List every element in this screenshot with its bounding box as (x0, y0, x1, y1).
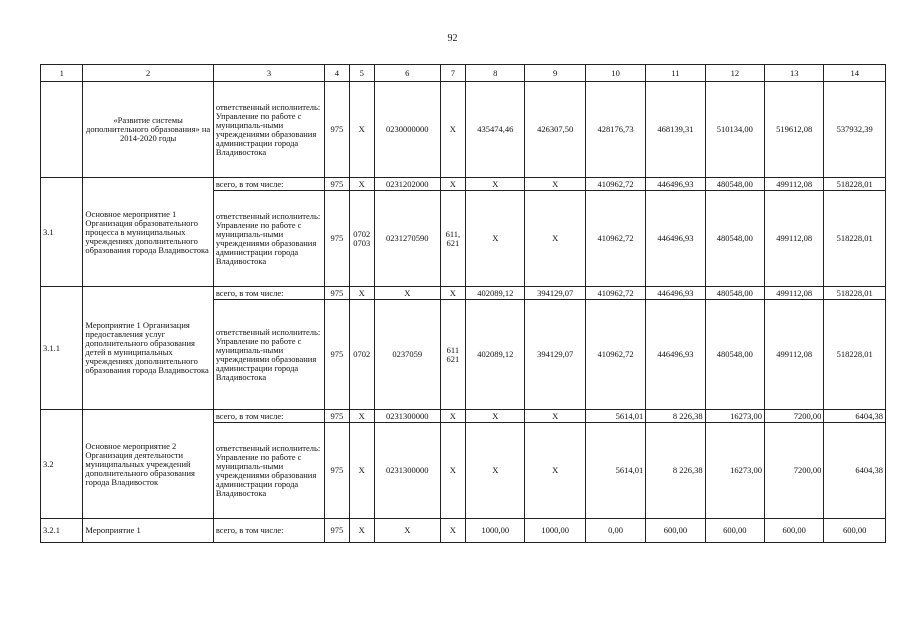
cell: X (440, 410, 465, 423)
cell (440, 191, 465, 287)
cell: 5614,01 (585, 423, 645, 519)
col-header: 8 (466, 65, 525, 82)
cell: 8 226,38 (646, 423, 705, 519)
cell: 518228,01 (824, 287, 886, 300)
cell: 0231202000 (374, 178, 440, 191)
col-header: 10 (585, 65, 645, 82)
cell: 0231300000 (374, 423, 440, 519)
cell: 16273,00 (705, 410, 764, 423)
cell: X (440, 287, 465, 300)
cell: 600,00 (765, 519, 824, 543)
cell: 1000,00 (525, 519, 585, 543)
row-number: 3.2.1 (41, 519, 83, 543)
col-header: 2 (83, 65, 213, 82)
cell: X (349, 410, 374, 423)
cell: 394129,07 (525, 300, 585, 410)
col-header: 13 (765, 65, 824, 82)
responsible-cell: ответственный исполнитель: Управление по работе с муниципаль-ными учреждениями образования администрации города Владивостока (213, 82, 324, 178)
table-row (41, 287, 886, 300)
cell: 537932,39 (824, 82, 886, 178)
responsible-cell: всего, в том числе: (213, 519, 324, 543)
cell: 480548,00 (705, 287, 764, 300)
row-number: 3.1 (41, 178, 83, 287)
cell: 426307,50 (525, 82, 585, 178)
col-header: 7 (440, 65, 465, 82)
cell: 518228,01 (824, 300, 886, 410)
cell (349, 191, 374, 287)
cell: 5614,01 (585, 410, 645, 423)
cell: 6404,38 (824, 410, 886, 423)
cell-line: 621 (446, 353, 460, 364)
cell: X (525, 191, 585, 287)
responsible-cell: всего, в том числе: (213, 178, 324, 191)
cell: X (374, 519, 440, 543)
cell: 1000,00 (466, 519, 525, 543)
cell: 975 (325, 178, 349, 191)
cell: 410962,72 (585, 178, 645, 191)
cell: 394129,07 (525, 287, 585, 300)
cell: X (466, 191, 525, 287)
cell: 480548,00 (705, 300, 764, 410)
cell: 975 (325, 300, 349, 410)
responsible-cell: ответственный исполнитель: Управление по работе с муниципаль-ными учреждениями образования администрации города Владивостока (213, 191, 324, 287)
cell: 16273,00 (705, 423, 764, 519)
cell: X (466, 410, 525, 423)
cell: X (466, 178, 525, 191)
cell-line: 611 (446, 344, 460, 355)
cell: 410962,72 (585, 191, 645, 287)
col-header: 12 (705, 65, 764, 82)
col-header: 5 (349, 65, 374, 82)
cell: X (349, 178, 374, 191)
cell: 468139,31 (646, 82, 705, 178)
responsible-cell: всего, в том числе: (213, 410, 324, 423)
cell: 480548,00 (705, 178, 764, 191)
cell: X (466, 423, 525, 519)
row-title: Основное мероприятие 2 Организация деятельности муниципальных учреждений дополнительного образования города Владивосток (83, 410, 213, 519)
cell: X (349, 287, 374, 300)
row-number: 3.1.1 (41, 287, 83, 410)
row-title: Основное мероприятие 1 Организация образовательного процесса в муниципальных учреждениях дополнительного образования города Владивостока (83, 178, 213, 287)
cell-line: 0703 (353, 237, 371, 248)
cell: 600,00 (646, 519, 705, 543)
cell: 402089,12 (466, 287, 525, 300)
cell: 0230000000 (374, 82, 440, 178)
table-row (41, 519, 886, 543)
cell: 975 (325, 287, 349, 300)
col-header: 1 (41, 65, 83, 82)
cell: 975 (325, 519, 349, 543)
cell: 480548,00 (705, 191, 764, 287)
cell: 519612,08 (765, 82, 824, 178)
cell: 499112,08 (765, 287, 824, 300)
cell: 600,00 (705, 519, 764, 543)
cell: 446496,93 (646, 287, 705, 300)
col-header: 11 (646, 65, 705, 82)
cell: X (349, 82, 374, 178)
col-header: 3 (213, 65, 324, 82)
cell: 7200,00 (765, 410, 824, 423)
cell: X (525, 410, 585, 423)
row-title: «Развитие системы дополнительного образования» на 2014-2020 годы (83, 82, 213, 178)
table-row (41, 178, 886, 191)
cell: 0,00 (585, 519, 645, 543)
cell: X (440, 423, 465, 519)
column-number-row (41, 65, 886, 82)
col-header: 14 (824, 65, 886, 82)
cell: 0231300000 (374, 410, 440, 423)
table-row (41, 82, 886, 178)
cell: 0231270590 (374, 191, 440, 287)
cell: X (525, 178, 585, 191)
cell: 499112,08 (765, 191, 824, 287)
cell: X (349, 519, 374, 543)
cell: X (440, 82, 465, 178)
cell: 446496,93 (646, 300, 705, 410)
cell: 975 (325, 410, 349, 423)
cell (440, 300, 465, 410)
cell: 6404,38 (824, 423, 886, 519)
table-row (41, 410, 886, 423)
row-number: 3.2 (41, 410, 83, 519)
cell: X (440, 178, 465, 191)
col-header: 4 (325, 65, 349, 82)
col-header: 9 (525, 65, 585, 82)
responsible-cell: всего, в том числе: (213, 287, 324, 300)
cell: 518228,01 (824, 191, 886, 287)
cell: 518228,01 (824, 178, 886, 191)
cell: 0237059 (374, 300, 440, 410)
cell-line: 0702 (353, 228, 371, 239)
cell: 975 (325, 82, 349, 178)
cell: X (349, 423, 374, 519)
cell: 975 (325, 191, 349, 287)
cell: X (525, 423, 585, 519)
cell: 410962,72 (585, 287, 645, 300)
budget-table (40, 64, 886, 543)
row-number (41, 82, 83, 178)
cell: 402089,12 (466, 300, 525, 410)
cell: X (440, 519, 465, 543)
cell: 7200,00 (765, 423, 824, 519)
cell: 428176,73 (585, 82, 645, 178)
cell: 499112,08 (765, 300, 824, 410)
responsible-cell: ответственный исполнитель: Управление по работе с муниципаль-ными учреждениями образования администрации города Владивостока (213, 300, 324, 410)
cell: 446496,93 (646, 191, 705, 287)
cell: 499112,08 (765, 178, 824, 191)
col-header: 6 (374, 65, 440, 82)
cell: X (374, 287, 440, 300)
cell: 446496,93 (646, 178, 705, 191)
row-title: Мероприятие 1 (83, 519, 213, 543)
page-number: 92 (447, 33, 458, 44)
cell: 435474,46 (466, 82, 525, 178)
cell: 0702 (349, 300, 374, 410)
cell: 600,00 (824, 519, 886, 543)
cell: 510134,00 (705, 82, 764, 178)
cell: 8 226,38 (646, 410, 705, 423)
cell-line: 611, (445, 228, 461, 239)
row-title: Мероприятие 1 Организация предоставления услуг дополнительного образования детей в муниципальных учреждениях дополнительного образования города Владивостока (83, 287, 213, 410)
cell-line: 621 (446, 237, 460, 248)
cell: 975 (325, 423, 349, 519)
responsible-cell: ответственный исполнитель: Управление по работе с муниципаль-ными учреждениями образования администрации города Владивостока (213, 423, 324, 519)
cell: 410962,72 (585, 300, 645, 410)
